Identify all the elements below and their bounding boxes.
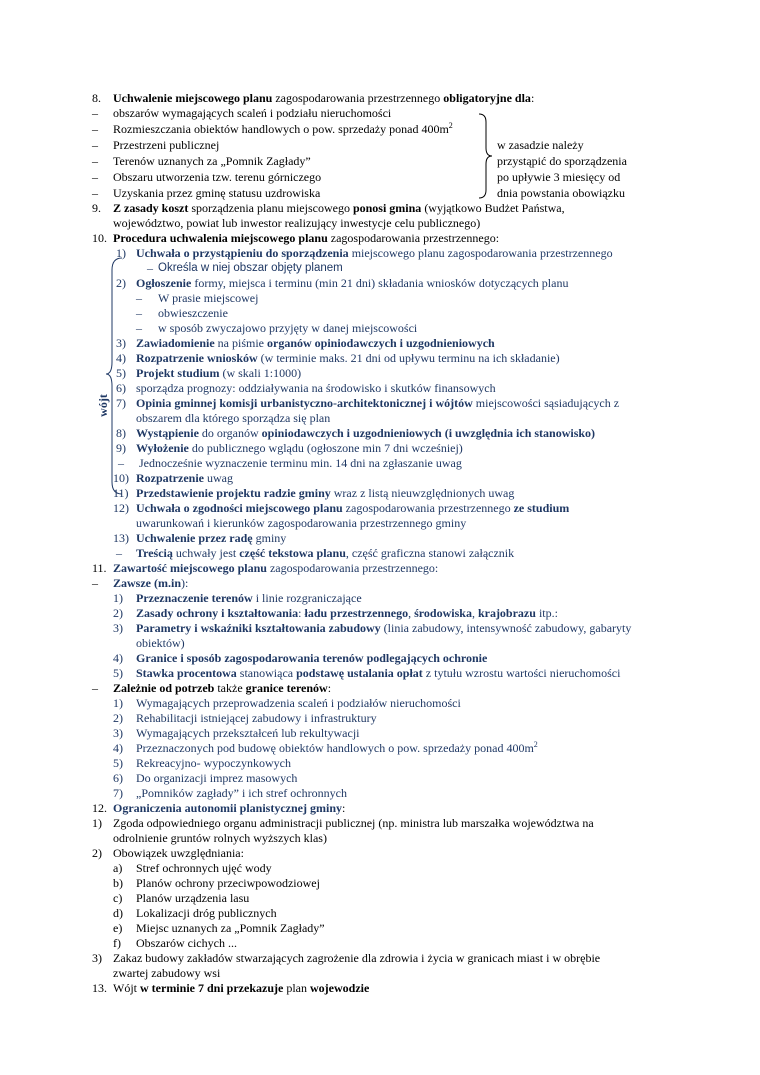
content-item: Rekreacyjno- wypoczynkowych xyxy=(136,756,291,770)
content-item: Do organizacji imprez masowych xyxy=(136,771,298,785)
item-number: 4) xyxy=(116,351,126,365)
item-number: 6) xyxy=(116,381,126,395)
item-letter: f) xyxy=(113,936,121,950)
procedure-step: sporządza prognozy: oddziaływania na środowisko i skutków finansowych xyxy=(136,381,496,395)
side-note: w zasadzie należy xyxy=(497,138,584,152)
side-note: dnia powstania obowiązku xyxy=(497,186,625,200)
limit-subitem: Planów urządzenia lasu xyxy=(136,891,250,905)
item-number: 3) xyxy=(92,951,102,965)
item-letter: c) xyxy=(113,891,123,905)
item-number: 7) xyxy=(113,786,123,800)
limit-item: Zgoda odpowiedniego organu administracji publicznej (np. ministra lub marszałka województwa na xyxy=(113,816,594,830)
procedure-step-cont: obszarem dla którego sporządza się plan xyxy=(136,411,331,425)
content-item: Parametry i wskaźniki kształtowania zabudowy (linia zabudowy, intensywność zabudowy, gabaryty xyxy=(136,621,632,635)
section-9-text-cont: województwo, powiat lub inwestor realizujący inwestycje celu publicznego) xyxy=(113,216,481,230)
procedure-step: Projekt studium (w skali 1:1000) xyxy=(136,366,302,380)
limit-item-cont: odrolnienie gruntów rolnych wyższych klas) xyxy=(113,831,327,845)
item-number: 8. xyxy=(92,91,101,105)
content-item: Wymagających przekształceń lub rekultywacji xyxy=(136,726,360,740)
procedure-substep: Określa w niej obszar objęty planem xyxy=(158,262,343,274)
item-number: 4) xyxy=(113,741,123,755)
dash-marker: – xyxy=(118,456,124,470)
item-number: 13. xyxy=(92,981,107,995)
dash-marker: – xyxy=(92,106,98,120)
procedure-substep: obwieszczenie xyxy=(158,306,228,320)
item-number: 6) xyxy=(113,771,123,785)
item-number: 2) xyxy=(113,711,123,725)
content-item: Rehabilitacji istniejącej zabudowy i infrastruktury xyxy=(136,711,377,725)
item-number: 2) xyxy=(116,276,126,290)
content-item: Granice i sposób zagospodarowania terenów podlegających ochronie xyxy=(136,651,488,665)
item-number: 1) xyxy=(116,246,126,260)
item-number: 3) xyxy=(113,621,123,635)
wojt-side-label: wójt xyxy=(95,394,110,417)
item-number: 13) xyxy=(113,531,129,545)
content-item: Wymagających przeprowadzenia scaleń i podziałów nieruchomości xyxy=(136,696,461,710)
section-10-heading: Procedura uchwalenia miejscowego planu zagospodarowania przestrzennego: xyxy=(113,231,500,245)
item-number: 11. xyxy=(92,561,107,575)
procedure-substep: Treścią uchwały jest część tekstowa planu, część graficzna stanowi załącznik xyxy=(136,546,515,560)
section-13-text: Wójt w terminie 7 dni przekazuje plan wojewodzie xyxy=(113,981,370,995)
dash-marker: – xyxy=(136,306,142,320)
item-number: 8) xyxy=(116,426,126,440)
limit-subitem: Obszarów cichych ... xyxy=(136,936,237,950)
item-number: 1) xyxy=(92,816,102,830)
content-item: Zasady ochrony i kształtowania: ładu przestrzennego, środowiska, krajobrazu itp.: xyxy=(136,606,558,620)
item-number: 4) xyxy=(113,651,123,665)
list-item: Terenów uznanych za „Pomnik Zagłady” xyxy=(113,154,311,168)
dash-marker: – xyxy=(92,138,98,152)
side-note: przystąpić do sporządzenia xyxy=(497,154,627,168)
dash-marker: – xyxy=(92,681,98,695)
content-item: Stawka procentowa stanowiąca podstawę ustalania opłat z tytułu wzrostu wartości nieruchomości xyxy=(136,666,621,680)
content-item: „Pomników zagłady” i ich stref ochronnych xyxy=(136,786,347,800)
item-number: 2) xyxy=(92,846,102,860)
limit-item: Zakaz budowy zakładów stwarzających zagrożenie dla zdrowia i życia w granicach miast i w obrębie xyxy=(113,951,601,965)
procedure-step: Rozpatrzenie uwag xyxy=(136,471,233,485)
limit-item-cont: zwartej zabudowy wsi xyxy=(113,966,221,980)
procedure-step: Przedstawienie projektu radzie gminy wraz z listą nieuwzględnionych uwag xyxy=(136,486,515,500)
item-number: 7) xyxy=(116,396,126,410)
procedure-step: Wystąpienie do organów opiniodawczych i uzgodnieniowych (i uwzględnia ich stanowisko) xyxy=(136,426,596,440)
right-curly-brace-icon xyxy=(476,112,498,200)
item-letter: a) xyxy=(113,861,123,875)
dash-marker: – xyxy=(92,170,98,184)
subheading-depending: Zależnie od potrzeb także granice terenów: xyxy=(113,681,332,695)
section-9-text: Z zasady koszt sporządzenia planu miejscowego ponosi gmina (wyjątkowo Budżet Państwa, xyxy=(113,201,565,215)
item-number: 12) xyxy=(113,501,129,515)
limit-subitem: Lokalizacji dróg publicznych xyxy=(136,906,277,920)
list-item: obszarów wymagających scaleń i podziału nieruchomości xyxy=(113,106,392,120)
dash-marker: – xyxy=(116,546,122,560)
dash-marker: – xyxy=(136,291,142,305)
section-8-heading: Uchwalenie miejscowego planu zagospodarowania przestrzennego obligatoryjne dla: xyxy=(113,91,535,105)
limit-subitem: Stref ochronnych ujęć wody xyxy=(136,861,272,875)
item-number: 5) xyxy=(113,666,123,680)
procedure-substep: W prasie miejscowej xyxy=(158,291,259,305)
item-number: 3) xyxy=(113,726,123,740)
procedure-step: Uchwała o przystąpieniu do sporządzenia miejscowego planu zagospodarowania przestrzennego xyxy=(136,246,613,260)
list-item: Rozmieszczania obiektów handlowych o pow. sprzedaży ponad $400m^2$ xyxy=(113,121,453,136)
section-11-heading: Zawartość miejscowego planu zagospodarowania przestrzennego: xyxy=(113,561,439,575)
item-number: 11) xyxy=(113,486,129,500)
list-item: Uzyskania przez gminę statusu uzdrowiska xyxy=(113,186,321,200)
item-number: 5) xyxy=(113,756,123,770)
procedure-substep: Jednocześnie wyznaczenie terminu min. 14 dni na zgłaszanie uwag xyxy=(139,456,462,470)
item-number: 10. xyxy=(92,231,107,245)
procedure-step: Uchwała o zgodności miejscowego planu zagospodarowania przestrzennego ze studium xyxy=(136,501,570,515)
item-number: 9) xyxy=(116,441,126,455)
content-item-cont: obiektów) xyxy=(136,636,185,650)
item-letter: e) xyxy=(113,921,123,935)
dash-marker: – xyxy=(92,186,98,200)
limit-item: Obowiązek uwzględniania: xyxy=(113,846,244,860)
content-item: Przeznaczonych pod budowę obiektów handlowych o pow. sprzedaży ponad $400m^2$ xyxy=(136,740,538,755)
item-number: 1) xyxy=(113,591,123,605)
item-number: 10) xyxy=(113,471,129,485)
dash-marker: – xyxy=(92,154,98,168)
content-item: Przeznaczenie terenów i linie rozgraniczające xyxy=(136,591,362,605)
side-note: po upływie 3 miesięcy od xyxy=(497,170,621,184)
procedure-step: Uchwalenie przez radę gminy xyxy=(136,531,287,545)
list-item: Obszaru utworzenia tzw. terenu górniczego xyxy=(113,170,322,184)
list-item: Przestrzeni publicznej xyxy=(113,138,220,152)
dash-marker: – xyxy=(136,321,142,335)
procedure-substep: w sposób zwyczajowo przyjęty w danej miejscowości xyxy=(158,321,418,335)
item-number: 2) xyxy=(113,606,123,620)
limit-subitem: Planów ochrony przeciwpowodziowej xyxy=(136,876,320,890)
item-number: 5) xyxy=(116,366,126,380)
section-12-heading: Ograniczenia autonomii planistycznej gminy: xyxy=(113,801,346,815)
item-letter: d) xyxy=(113,906,123,920)
item-number: 9. xyxy=(92,201,101,215)
procedure-step: Opinia gminnej komisji urbanistyczno-architektonicznej i wójtów miejscowości sąsiadujących z xyxy=(136,396,620,410)
procedure-step: Rozpatrzenie wniosków (w terminie maks. 21 dni od upływu terminu na ich składanie) xyxy=(136,351,560,365)
item-letter: b) xyxy=(113,876,123,890)
limit-subitem: Miejsc uznanych za „Pomnik Zagłady” xyxy=(136,921,325,935)
procedure-step-cont: uwarunkowań i kierunków zagospodarowania przestrzennego gminy xyxy=(136,516,467,530)
item-number: 1) xyxy=(113,696,123,710)
procedure-step: Zawiadomienie na piśmie organów opiniodawczych i uzgodnieniowych xyxy=(136,336,495,350)
dash-marker: – xyxy=(147,261,153,275)
dash-marker: – xyxy=(92,576,98,590)
procedure-step: Wyłożenie do publicznego wglądu (ogłoszone min 7 dni wcześniej) xyxy=(136,441,463,455)
subheading-always: Zawsze (m.in): xyxy=(113,576,189,590)
item-number: 3) xyxy=(116,336,126,350)
procedure-step: Ogłoszenie formy, miejsca i terminu (min 21 dni) składania wniosków dotyczących planu xyxy=(136,276,569,290)
dash-marker: – xyxy=(92,122,98,136)
item-number: 12. xyxy=(92,801,107,815)
